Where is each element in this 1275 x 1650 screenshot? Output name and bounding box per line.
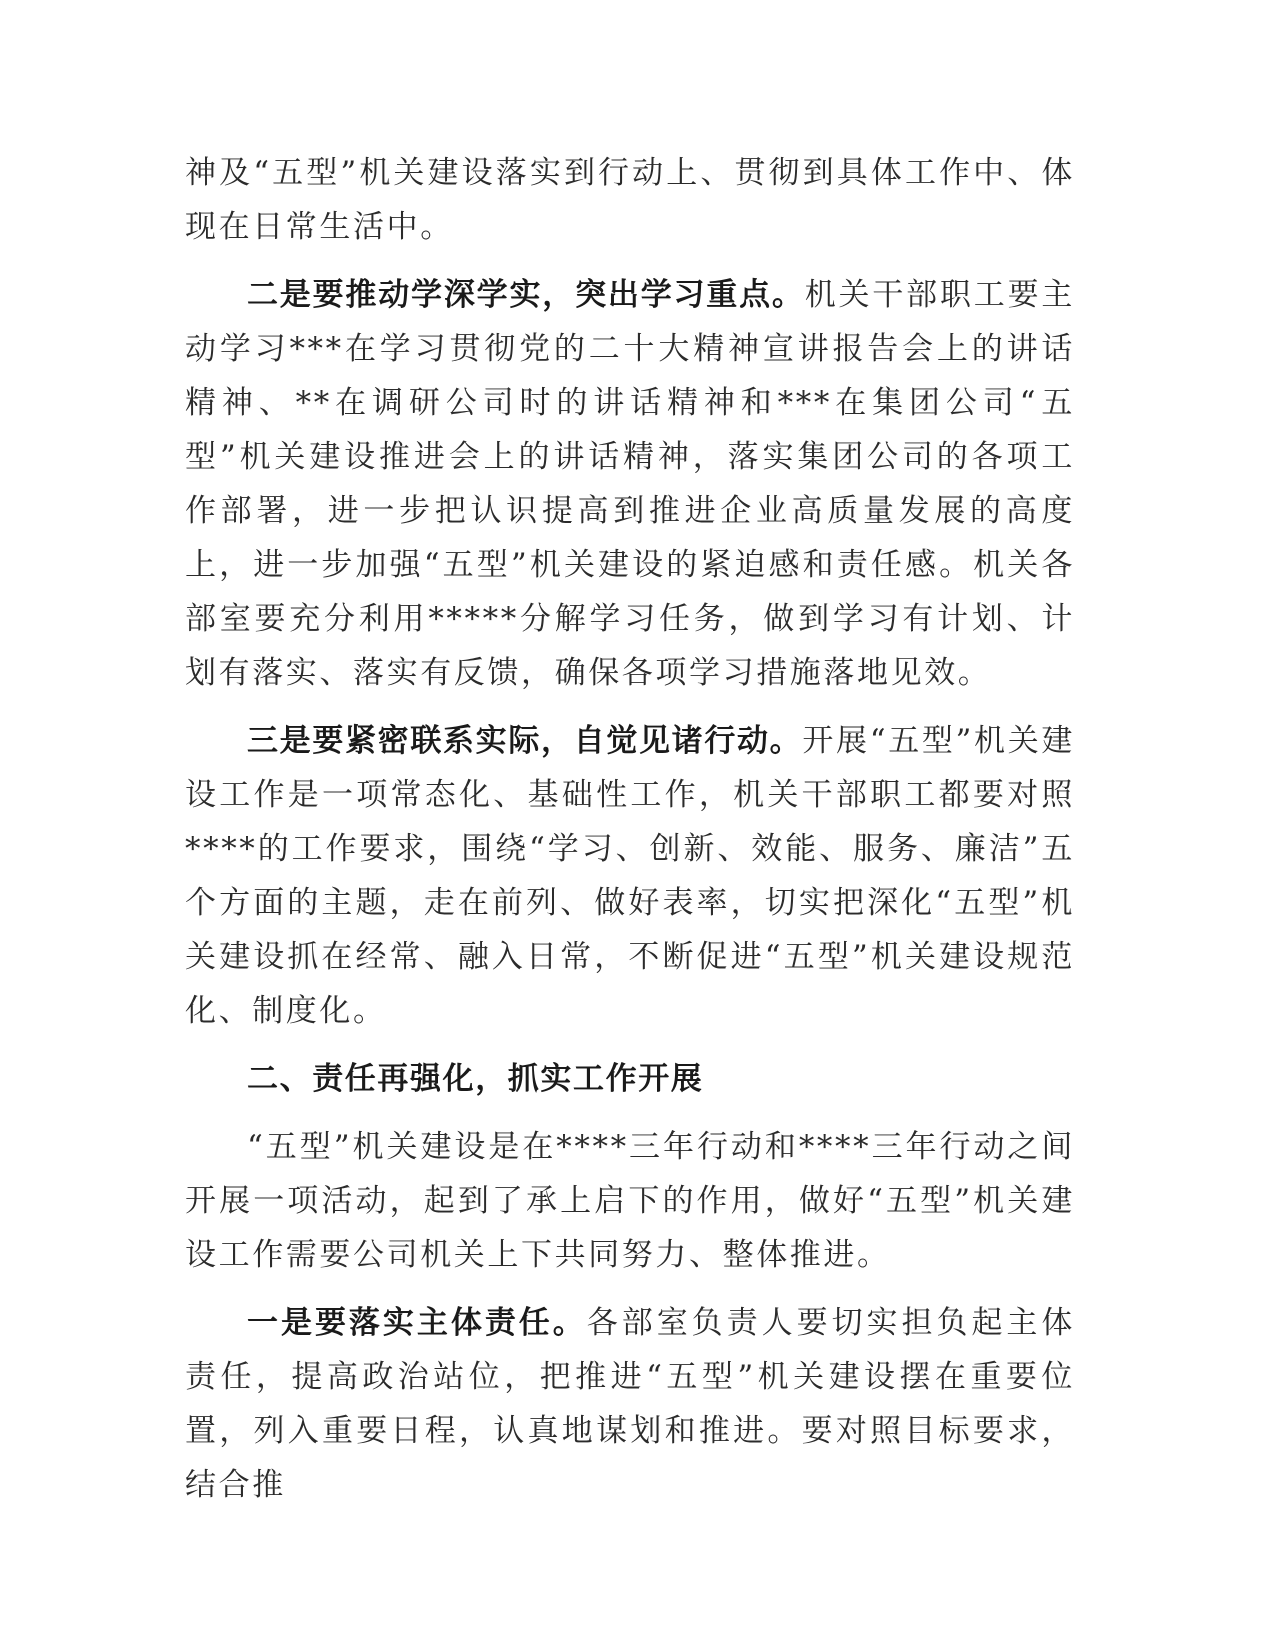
paragraph-continuation [185, 146, 1075, 254]
paragraph-main-responsibility [185, 1296, 1075, 1512]
paragraph-text: 开展“五型”机关建设工作是一项常态化、基础性工作，机关干部职工都要对照****的工作要求，围绕“学习、创新、效能、服务、廉洁”五个方面的主题，走在前列、做好表率，切实把深化“五型”机关建设抓在经常、融入日常，不断促进“五型”机关建设规范化、制度化。 [185, 723, 1075, 1029]
paragraph-section-intro [185, 1120, 1075, 1282]
paragraph-lead: 三是要紧密联系实际，自觉见诸行动。 [247, 723, 803, 759]
paragraph-practice-action [185, 714, 1075, 1038]
section-heading: 二、责任再强化，抓实工作开展 [247, 1061, 704, 1097]
paragraph-study-focus [185, 268, 1075, 700]
document-body [185, 146, 1075, 1526]
paragraph-text: 各部室负责人要切实担负起主体责任，提高政治站位，把推进“五型”机关建设摆在重要位置，列入重要日程，认真地谋划和推进。要对照目标要求，结合推 [185, 1305, 1076, 1503]
paragraph-text: 机关干部职工要主动学习***在学习贯彻党的二十大精神宣讲报告会上的讲话精神、**在调研公司时的讲话精神和***在集团公司“五型”机关建设推进会上的讲话精神，落实集团公司的各项工作部署，进一步把认识提高到推进企业高质量发展的高度上，进一步加强“五型”机关建设的紧迫感和责任感。机关各部室要充分利用*****分解学习任务，做到学习有计划、计划有落实、落实有反馈，确保各项学习措施落地见效。 [185, 277, 1075, 691]
paragraph-text: “五型”机关建设是在****三年行动和****三年行动之间开展一项活动，起到了承上启下的作用，做好“五型”机关建设工作需要公司机关上下共同努力、整体推进。 [185, 1129, 1075, 1273]
paragraph-lead: 一是要落实主体责任。 [247, 1305, 587, 1341]
paragraph-text: 神及“五型”机关建设落实到行动上、贯彻到具体工作中、体现在日常生活中。 [185, 155, 1075, 245]
paragraph-lead: 二是要推动学深学实，突出学习重点。 [247, 277, 805, 313]
